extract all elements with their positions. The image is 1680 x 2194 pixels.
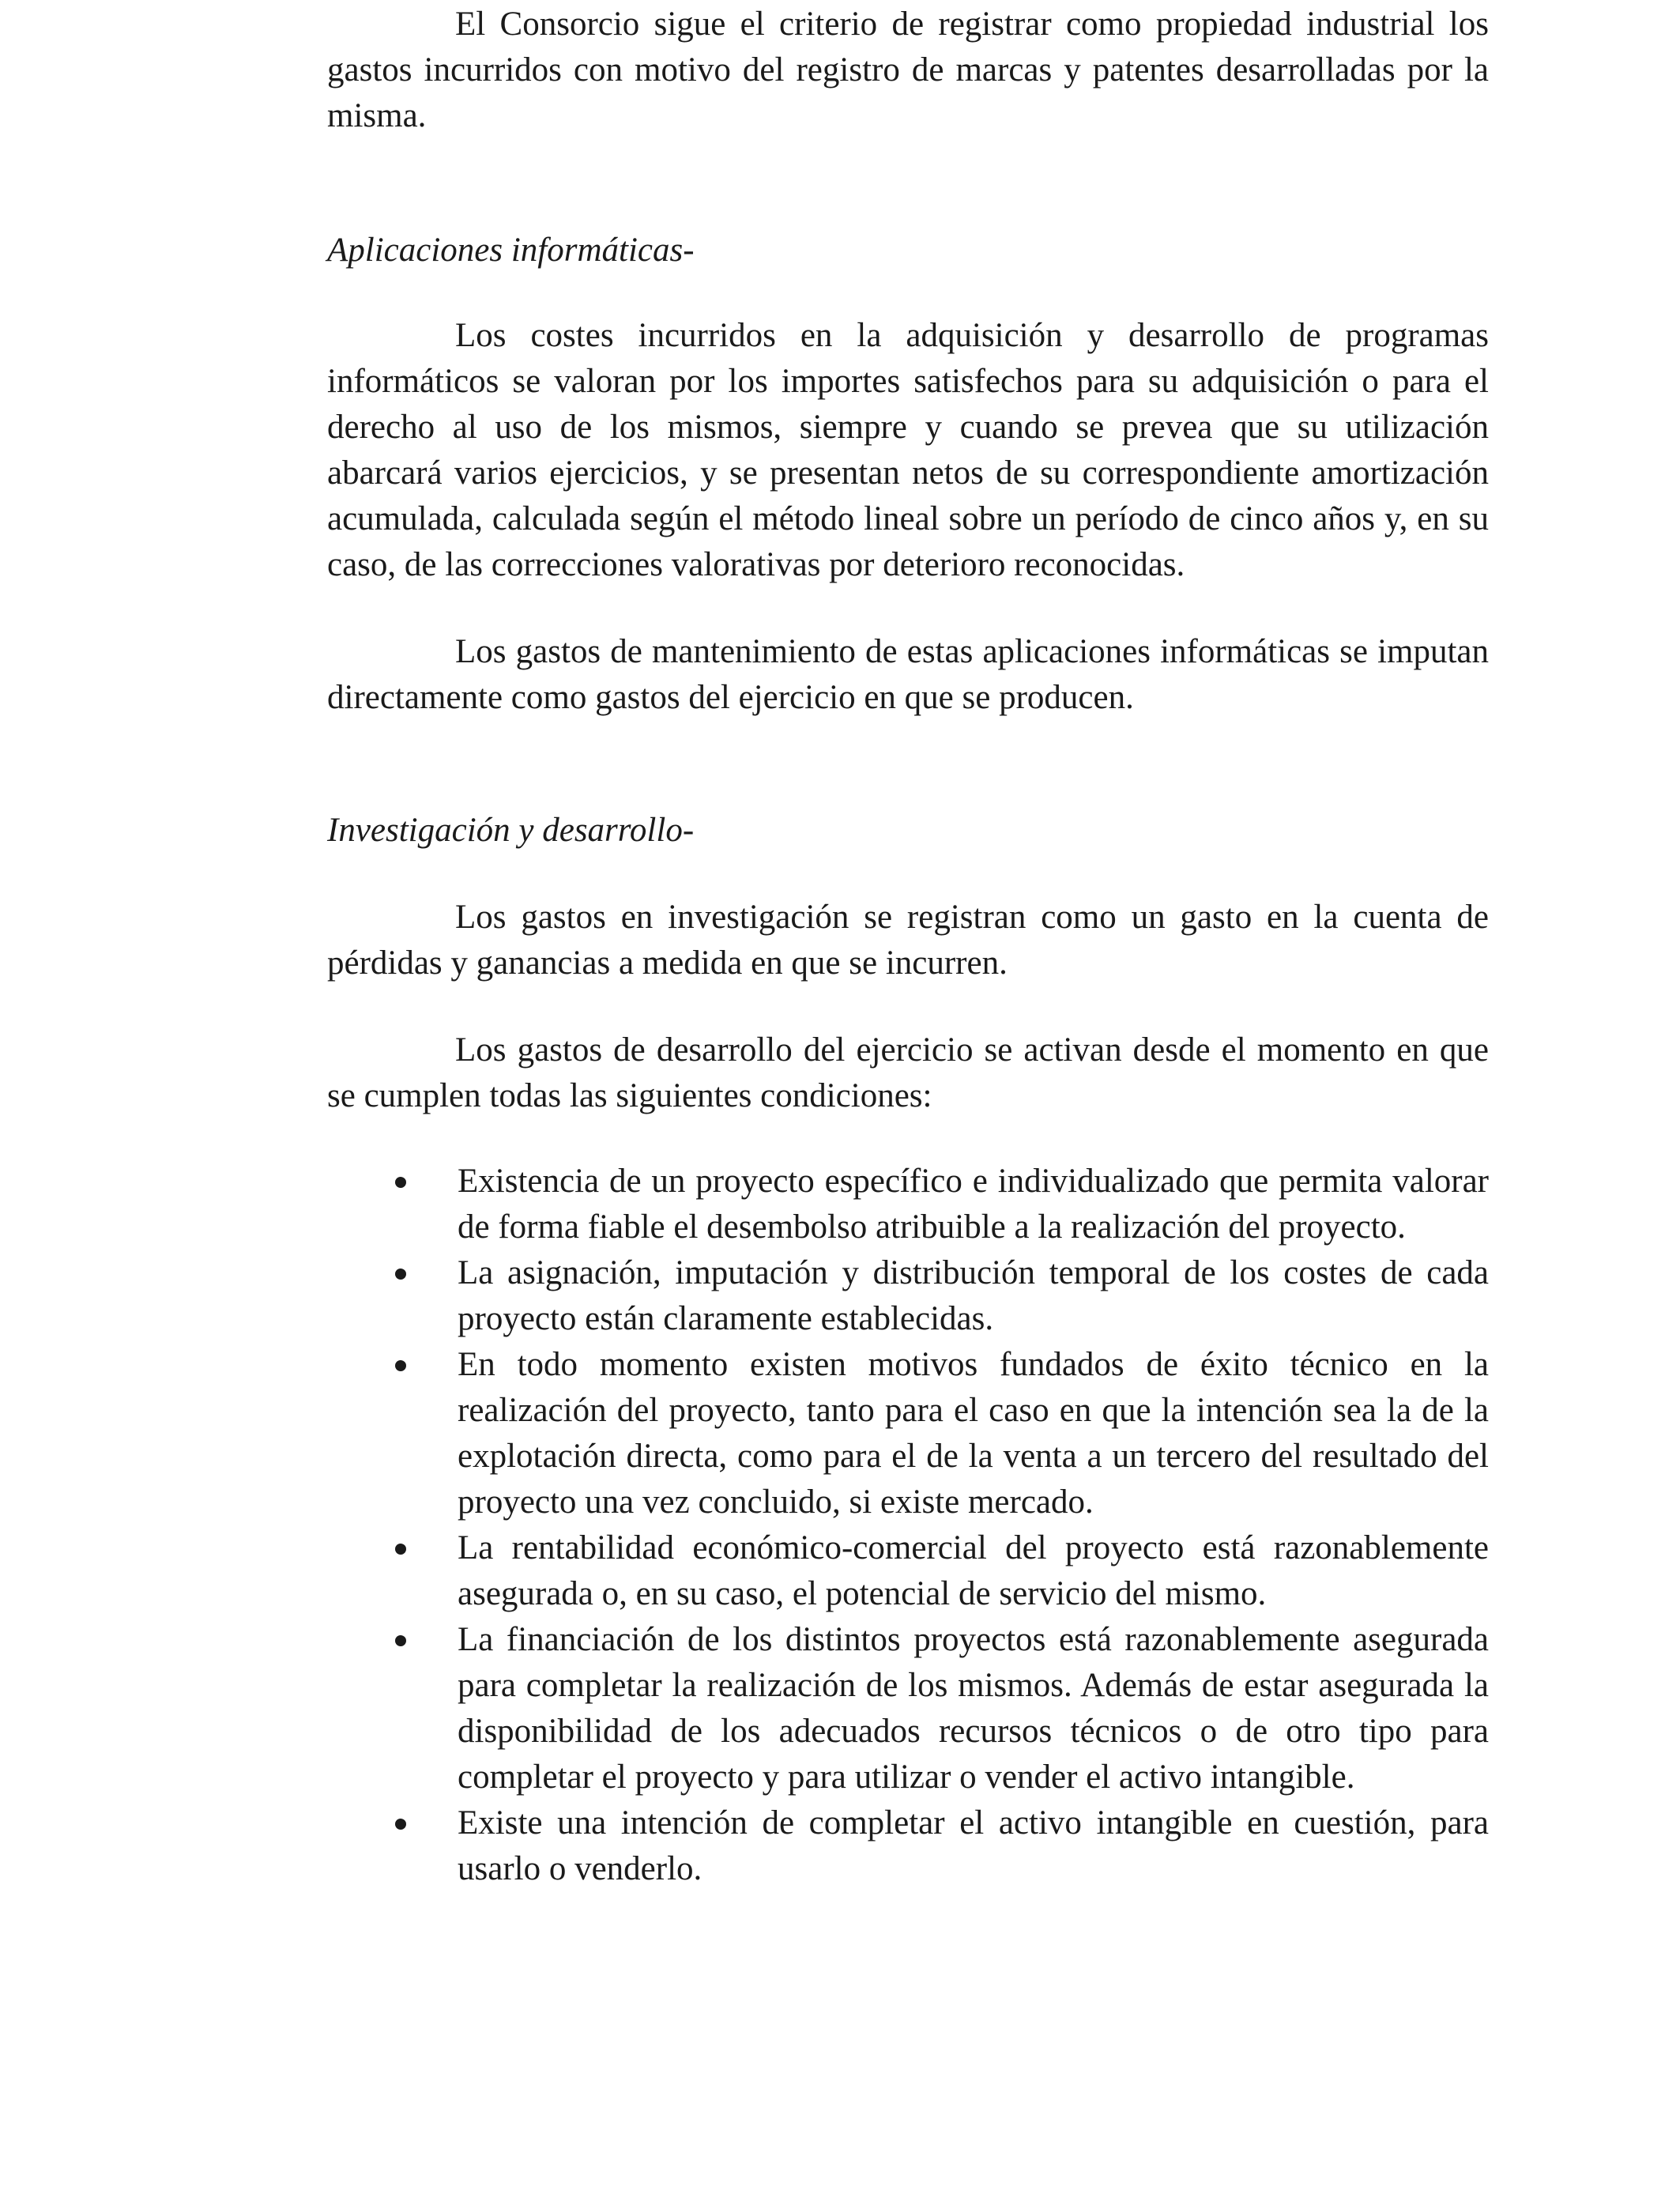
list-item (327, 1525, 1489, 1617)
list-item (327, 1159, 1489, 1250)
bullet-icon (395, 1360, 406, 1371)
bullet-icon (395, 1177, 406, 1188)
bullet-icon (395, 1635, 406, 1646)
section-heading-investigacion: Investigación y desarrollo- (327, 812, 695, 849)
paragraph-desarrollo-condiciones: Los gastos de desarrollo del ejercicio se activan desde el momento en que se cumplen todas las siguientes condiciones: (327, 1031, 1489, 1114)
list-item-text: La rentabilidad económico-comercial del proyecto está razonablemente asegurada o, en su caso, el potencial de servicio del mismo. (458, 1529, 1489, 1612)
document-page (327, 0, 1489, 1892)
list-item-text: La asignación, imputación y distribución temporal de los costes de cada proyecto están claramente establecidas. (458, 1254, 1489, 1337)
conditions-list (327, 1159, 1489, 1892)
list-item (327, 1250, 1489, 1342)
list-item (327, 1617, 1489, 1800)
list-item-text: Existencia de un proyecto específico e individualizado que permita valorar de forma fiable el desembolso atribuible a la realización del proyecto. (458, 1163, 1489, 1246)
paragraph-aplicaciones-mantenimiento: Los gastos de mantenimiento de estas aplicaciones informáticas se imputan directamente como gastos del ejercicio en que se producen. (327, 633, 1489, 716)
bullet-icon (395, 1544, 406, 1555)
list-item (327, 1800, 1489, 1892)
paragraph-investigacion-gastos: Los gastos en investigación se registran como un gasto en la cuenta de pérdidas y ganancias a medida en que se incurren. (327, 899, 1489, 982)
bullet-icon (395, 1269, 406, 1280)
list-item-text: La financiación de los distintos proyectos está razonablemente asegurada para completar la realización de los mismos. Además de estar asegurada la disponibilidad de los adecuados recursos técnicos o de otro tipo para completar el proyecto y para utilizar o vender el activo intangible. (458, 1621, 1489, 1796)
paragraph-aplicaciones-costes: Los costes incurridos en la adquisición y desarrollo de programas informáticos se valoran por los importes satisfechos para su adquisición o para el derecho al uso de los mismos, siempre y cuando se prevea que su utilización abarcará varios ejercicios, y se presentan netos de su correspondiente amortización acumulada, calculada según el método lineal sobre un período de cinco años y, en su caso, de las correcciones valorativas por deterioro reconocidas. (327, 317, 1489, 583)
list-item-text: En todo momento existen motivos fundados de éxito técnico en la realización del proyecto, tanto para el caso en que la intención sea la de la explotación directa, como para el de la venta a un tercero del resultado del proyecto una vez concluido, si existe mercado. (458, 1346, 1489, 1521)
bullet-icon (395, 1819, 406, 1830)
section-heading-aplicaciones: Aplicaciones informáticas- (327, 232, 695, 269)
list-item-text: Existe una intención de completar el activo intangible en cuestión, para usarlo o venderlo. (458, 1804, 1489, 1887)
intro-paragraph: El Consorcio sigue el criterio de registrar como propiedad industrial los gastos incurridos con motivo del registro de marcas y patentes desarrolladas por la misma. (327, 6, 1489, 134)
list-item (327, 1342, 1489, 1525)
